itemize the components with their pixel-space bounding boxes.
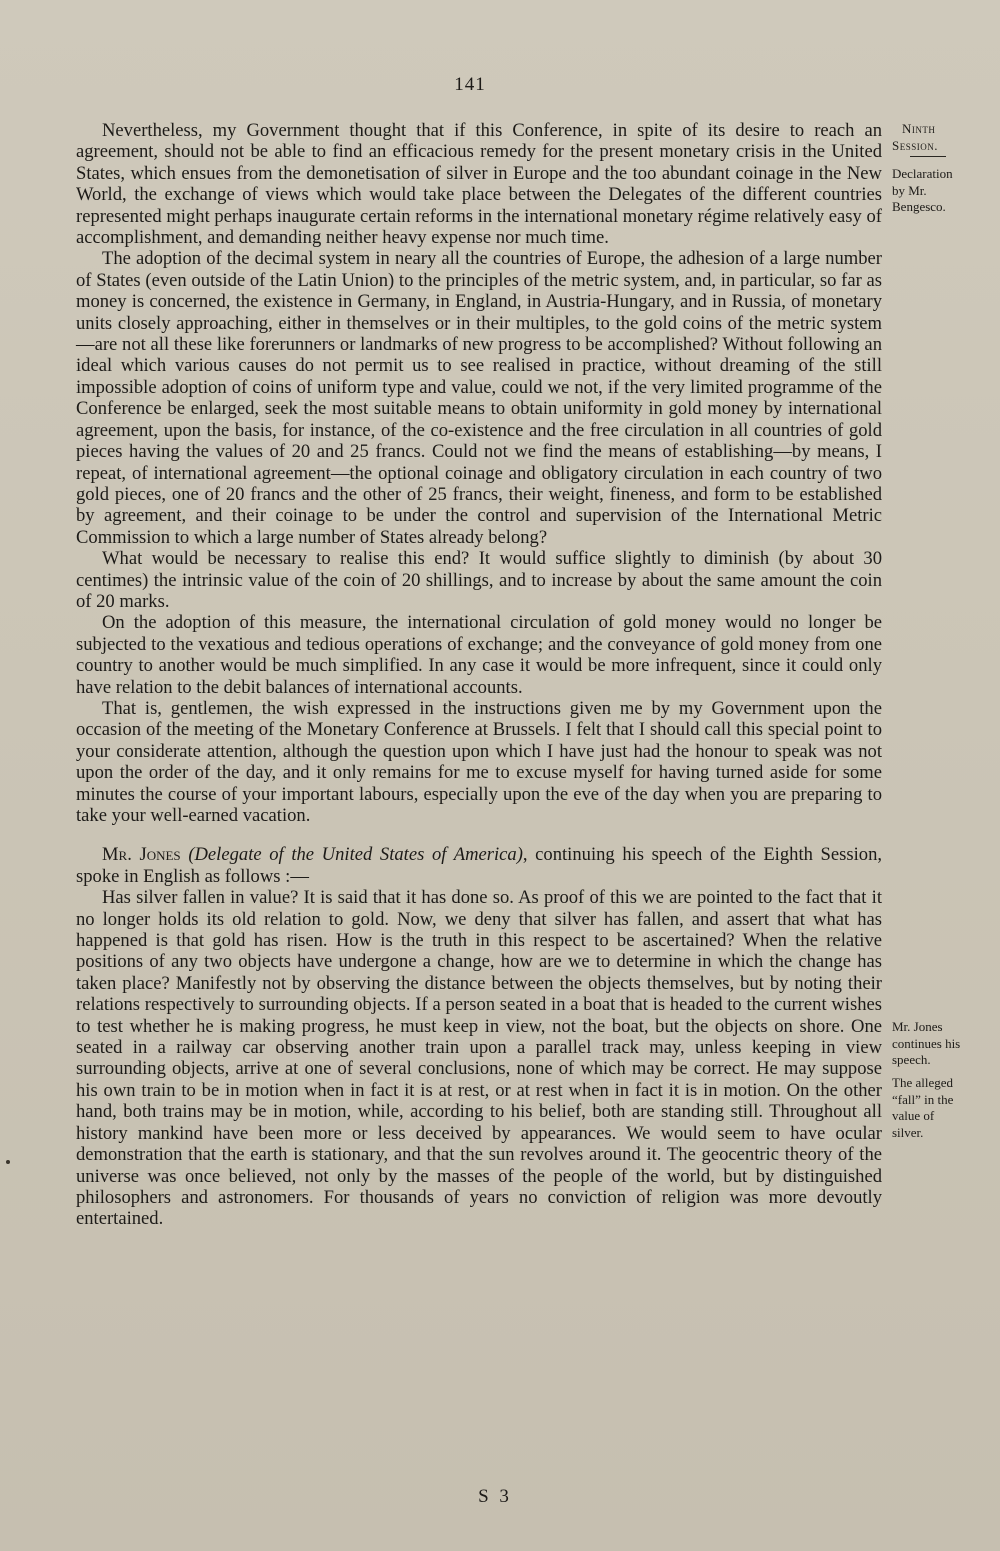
main-text	[76, 120, 882, 1230]
speech-intro-rest: , continuing his speech of the Eighth Session, spoke in English as follows :—	[76, 844, 883, 887]
speaker-name: Mr. Jones	[102, 844, 181, 866]
sidenote-session-line-2: Session.	[892, 137, 938, 153]
sidenote-declaration-line-2: by Mr.	[892, 182, 927, 198]
sidenote-declaration-line-1: Declaration	[892, 166, 953, 181]
sidenote-fall-line-4: silver.	[892, 1124, 924, 1140]
sidenote-declaration-line-3: Bengesco.	[892, 199, 946, 214]
sidenote-jones-line-3: speech.	[892, 1052, 931, 1067]
sidenote-session-block	[892, 122, 992, 217]
sidenote-fall-line-1: The alleged	[892, 1075, 953, 1090]
sidenote-fall-line-3: value of	[892, 1108, 935, 1123]
footer-signature: S 3	[478, 1486, 512, 1507]
sidenote-fall-block	[892, 1076, 992, 1142]
sidenote-jones-line-1: Mr. Jones	[892, 1019, 943, 1034]
paragraph: What would be necessary to realise this end? It would suffice slightly to diminish (by about 30 centimes) the intrinsic value of the coin of 20 shillings, and to increase by about the same amount the coin of 20 marks.	[76, 548, 882, 612]
speaker-role: (Delegate of the United States of America)	[188, 844, 523, 866]
speech-intro	[76, 844, 882, 887]
sidenote-jones-block	[892, 1020, 992, 1070]
paragraph: That is, gentlemen, the wish expressed in the instructions given me by my Government upon the occasion of the meeting of the Monetary Conference at Brussels. I felt that I should call this special point to your considerate attention, although the question upon which I have just had the honour to speak was not upon the order of the day, and it only remains for me to excuse myself for having turned aside for some minutes the course of your important labours, especially upon the eve of the day when you are preparing to take your well-earned vacation.	[76, 697, 882, 826]
sidenote-jones-line-2: continues his	[892, 1035, 961, 1051]
margin-mark	[6, 1160, 10, 1164]
sidenote-fall-line-2: “fall” in the	[892, 1091, 954, 1107]
speech-paragraph: Has silver fallen in value? It is said that it has done so. As proof of this we are pointed to the fact that it no longer holds its old relation to gold. Now, we deny that silver has fallen, and assert that what has happened is that gold has risen. How is the truth in this respect to be ascertained? When the relative positions of any two objects have undergone a change, how are we to determine in which the change has taken place? Manifestly not by observing the distance between the objects themselves, but by noting their relations respectively to surrounding objects. If a person seated in a boat that is headed to the current wishes to test whether he is making progress, he must keep in view, not the boat, but the objects on shore. One seated in a railway car observing another train upon a parallel track may, unless keeping in view surrounding objects, arrive at one of several conclusions, none of which may be correct. He may suppose his own train to be in motion when in fact it is at rest, or at rest when in fact it is in motion. On the other hand, both trains may be in motion, while, according to his belief, both are standing still. Throughout all history mankind have been more or less deceived by appearances. We would seem to have ocular demonstration that the earth is stationary, and that the sun revolves around it. The geocentric theory of the universe was once believed, not only by the masses of the people of the world, but by distinguished philosophers and astronomers. For thousands of years no conviction of religion was more devoutly entertained.	[76, 887, 882, 1230]
paragraph: On the adoption of this measure, the international circulation of gold money would no longer be subjected to the vexatious and tedious operations of exchange; and the conveyance of gold money from one country to another would be much simplified. In any case it would be more infrequent, since it could only have relation to the debit balances of international accounts.	[76, 612, 882, 698]
page-number: 141	[454, 74, 486, 95]
sidenote-rule	[910, 156, 946, 157]
sidenote-session-line-1: Ninth	[902, 121, 936, 136]
paragraph: The adoption of the decimal system in neary all the countries of Europe, the adhesion of a large number of States (even outside of the Latin Union) to the principles of the metric system, and, in particular, so far as money is concerned, the existence in Germany, in England, in Austria-Hungary, and in Russia, of monetary units closely approaching, either in themselves or in their multiples, to the gold coins of the metric system—are not all these like forerunners or landmarks of new progress to be accomplished? Without following an ideal which various causes do not permit us to see realised in practice, without dreaming of the still impossible adoption of coins of uniform type and value, could we not, if the very limited programme of the Conference be enlarged, seek the most suitable means to obtain uniformity in gold money by international agreement, upon the basis, for instance, of the co-existence and the free circulation in all countries of gold pieces having the values of 20 and 25 francs. Could not we find the means of establishing—by means, I repeat, of international agreement—the optional coinage and obligatory circulation in each country of two gold pieces, one of 20 francs and the other of 25 francs, their weight, fineness, and form to be established by agreement, and their coinage to be under the control and supervision of the International Metric Commission to which a large number of States already belong?	[76, 248, 882, 548]
paragraph: Nevertheless, my Government thought that if this Conference, in spite of its desire to reach an agreement, should not be able to find an efficacious remedy for the present monetary crisis in the United States, which ensues from the demonetisation of silver in Europe and the too abundant coinage in the New World, the exchange of views which would take place between the Delegates of the different countries represented might perhaps inaugurate certain reforms in the international monetary régime relatively easy of accomplishment, and demanding neither heavy expense nor much time.	[76, 120, 882, 249]
